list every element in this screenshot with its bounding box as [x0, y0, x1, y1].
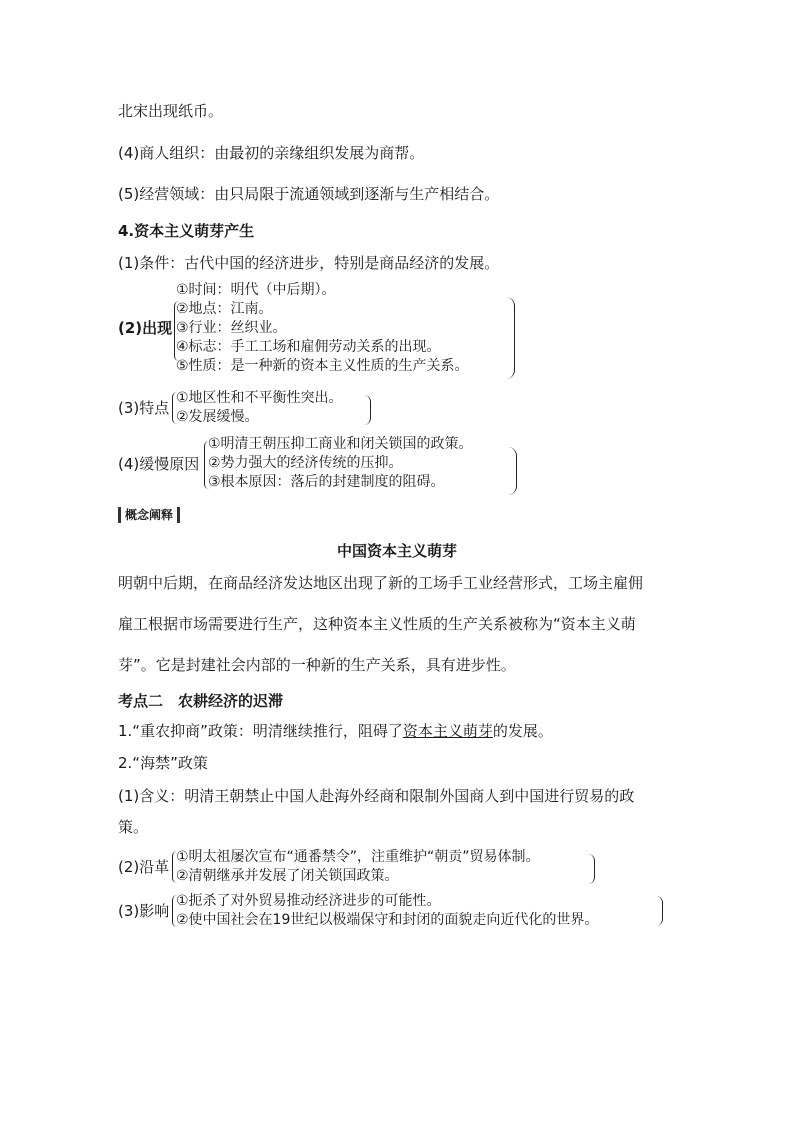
text-line: 策。 [118, 818, 149, 836]
concept-paragraph-line: 明朝中后期，在商品经济发达地区出现了新的工场手工业经营形式，工场主雇佣 [118, 574, 644, 592]
list-item: ②地点：江南。 [176, 301, 273, 317]
underlined-term: 资本主义萌芽 [402, 722, 493, 740]
text-line: (5)经营领域：由只局限于流通领域到逐渐与生产相结合。 [118, 185, 500, 203]
chuxian-items [176, 281, 469, 376]
yuanyin-items [208, 435, 473, 492]
section-heading: 考点二 农耕经济的迟滞 [118, 692, 284, 710]
list-item: ②势力强大的经济传统的压抑。 [208, 455, 403, 471]
list-item: ⑤性质：是一种新的资本主义性质的生产关系。 [176, 358, 469, 374]
yingxiang-items [176, 892, 598, 930]
concept-paragraph-line: 雇工根据市场需要进行生产，这种资本主义性质的生产关系被称为“资本主义萌 [118, 615, 636, 633]
right-bracket [506, 297, 515, 379]
list-item: ②发展缓慢。 [176, 409, 259, 425]
right-bracket [364, 395, 371, 425]
yuanyin-label: (4)缓慢原因 [118, 455, 200, 473]
tedian-items [176, 389, 343, 427]
list-item: ②清朝继承并发展了闭关锁国政策。 [176, 868, 399, 884]
list-item: ①扼杀了对外贸易推动经济进步的可能性。 [176, 893, 441, 909]
list-item: ①时间：明代（中后期）。 [176, 282, 336, 298]
text-line [118, 721, 553, 741]
tedian-label: (3)特点 [118, 399, 170, 417]
chuxian-label: (2)出现 [118, 319, 173, 337]
right-bracket [656, 896, 663, 926]
concept-title: 中国资本主义萌芽 [336, 542, 457, 560]
list-item: ③根本原因：落后的封建制度的阻碍。 [208, 474, 445, 490]
text-line: 北宋出现纸币。 [118, 102, 224, 120]
yingxiang-label: (3)影响 [118, 902, 170, 920]
yange-items [176, 848, 540, 886]
list-item: ②使中国社会在19世纪以极端保守和封闭的面貌走向近代化的世界。 [176, 912, 599, 928]
text-line: 2.“海禁”政策 [118, 754, 208, 772]
text-line: (1)条件：古代中国的经济进步，特别是商品经济的发展。 [118, 254, 500, 272]
list-item: ④标志：手工工场和雇佣劳动关系的出现。 [176, 339, 441, 355]
list-item: ①明清王朝压抑工商业和闭关锁国的政策。 [208, 436, 473, 452]
text-segment: 1.“重农抑商”政策：明清继续推行，阻碍了 [118, 722, 403, 740]
text-segment: 的发展。 [492, 722, 553, 740]
concept-tag: 概念阐释 [118, 507, 180, 523]
right-bracket [588, 854, 595, 884]
concept-paragraph-line: 芽”。它是封建社会内部的一种新的生产关系，具有进步性。 [118, 656, 516, 674]
list-item: ③行业：丝织业。 [176, 320, 287, 336]
list-item: ①地区性和不平衡性突出。 [176, 390, 343, 406]
text-line: (1)含义：明清王朝禁止中国人赴海外经商和限制外国商人到中国进行贸易的政 [118, 787, 635, 805]
right-bracket [508, 447, 517, 495]
list-item: ①明太祖屡次宣布“通番禁令”，注重维护“朝贡”贸易体制。 [176, 849, 540, 865]
yange-label: (2)沿革 [118, 858, 170, 876]
text-line: (4)商人组织：由最初的亲缘组织发展为商帮。 [118, 144, 425, 162]
section-heading: 4.资本主义萌芽产生 [118, 222, 255, 240]
